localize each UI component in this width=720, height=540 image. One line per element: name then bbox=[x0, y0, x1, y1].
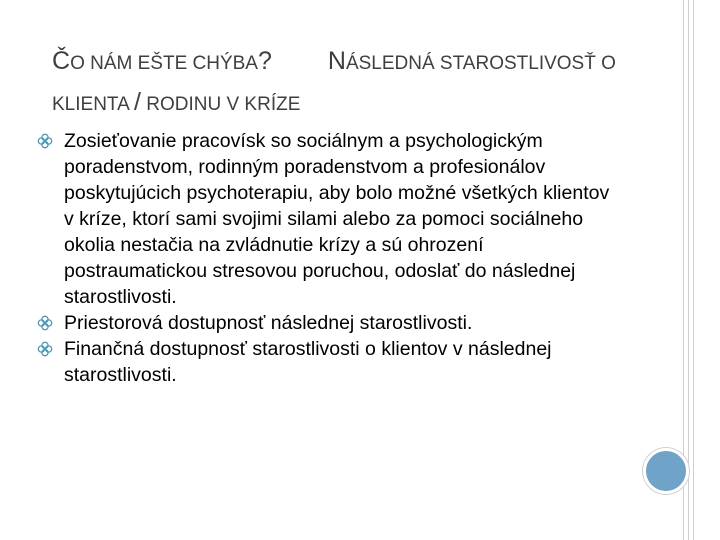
bullet-item bbox=[35, 336, 615, 388]
flower-bullet-icon bbox=[37, 133, 53, 149]
bullet-list bbox=[35, 128, 615, 388]
bullet-text: Zosieťovanie pracovísk so sociálnym a psychologickým poradenstvom, rodinným poradenstvom a profesionálov poskytujúcich psychoterapiu, aby bolo možné všetkých klientov v kríze, ktorí sami svojimi silami alebo za pomoci sociálneho okolia nestačia na zvládnutie krízy a sú ohrození postraumatickou stresovou poruchou, odoslať do následnej starostlivosti. bbox=[64, 130, 610, 308]
flower-bullet-icon bbox=[37, 341, 53, 357]
bullet-text: Finančná dostupnosť starostlivosti o klientov v následnej starostlivosti. bbox=[64, 338, 552, 386]
slide-title: ČO NÁM EŠTE CHÝBA? NÁSLEDNÁ STAROSTLIVOSŤ O KLIENTA / RODINU V KRÍZE bbox=[52, 47, 616, 116]
decorative-circle bbox=[643, 448, 689, 494]
bullet-item bbox=[35, 310, 615, 336]
flower-bullet-icon bbox=[37, 315, 53, 331]
bullet-text: Priestorová dostupnosť následnej starostlivosti. bbox=[64, 312, 473, 334]
bullet-item bbox=[35, 128, 615, 310]
